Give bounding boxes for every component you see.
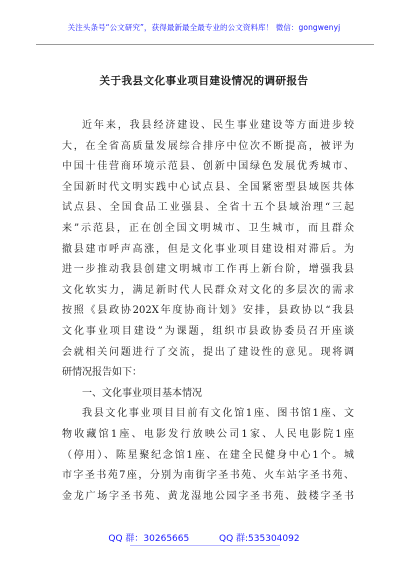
- footer-contact: [0, 531, 408, 544]
- paragraph-line: 撤县建市呼声高涨，但是文化事业项目建设相对滞后。为: [62, 243, 354, 255]
- paragraph-line: 中国十佳营商环境示范县、创新中国绿色发展优秀城市、: [62, 161, 354, 173]
- paragraph-line: 市字圣书苑7座，分别为南街字圣书苑、火车站字圣书苑、: [62, 470, 354, 482]
- paragraph-line: 文化事业项目建设”为课题，组织市县政协委员召开座谈: [62, 325, 354, 337]
- footer-qq-group-right: QQ 群:535304092: [218, 534, 300, 544]
- paragraph-line: 金龙广场字圣书苑、黄龙湿地公园字圣书苑、鼓楼字圣书: [62, 490, 354, 502]
- paragraph-line: 近年来，我县经济建设、民生事业建设等方面进步较: [82, 120, 354, 131]
- paragraph-line: 会就相关问题进行了交流，提出了建设性的意见。现将调: [62, 346, 354, 358]
- footer-qq-group-left: QQ 群：30265665: [108, 534, 190, 544]
- document-title: 关于我县文化事业项目建设情况的调研报告: [99, 75, 309, 87]
- paragraph-line: 按照《县政协202X年度协商计划》安排，县政协以“我县: [62, 305, 354, 317]
- footer-underline: [130, 545, 280, 546]
- header-banner: [0, 22, 408, 33]
- header-banner-text: 关注头条号“公文研究”，获得最新最全最专业的公文资料库！ 微信：gongwenyj: [67, 23, 341, 32]
- paragraph-line: （停用）、陈星聚纪念馆1座、在建全民健身中心1个。城: [62, 449, 354, 461]
- paragraph-line: 我县文化事业项目目前有文化馆1座、图书馆1座、文: [82, 408, 354, 420]
- paragraph-line: 来”示范县，正在创全国文明城市、卫生城市，而且群众: [62, 222, 354, 234]
- paragraph-line: 文化软实力，满足新时代人民群众对文化的多层次的需求: [62, 284, 354, 296]
- document-body: [62, 116, 354, 507]
- paragraph-line: 大，在全省高质量发展综合排序中位次不断提高，被评为: [62, 140, 354, 152]
- paragraph-line: 进一步推动我县创建文明城市工作再上新台阶，增强我县: [62, 264, 354, 276]
- paragraph-line: 物收藏馆1座、电影发行放映公司1家、人民电影院1座: [62, 428, 354, 440]
- paragraph-line: 试点县、全国食品工业强县、全省十五个县域治理“三起: [62, 202, 354, 214]
- paragraph-line: 研情况报告如下：: [62, 367, 142, 379]
- section-heading: 一、文化事业项目基本情况: [82, 387, 202, 399]
- paragraph-line: 全国新时代文明实践中心试点县、全国紧密型县域医共体: [62, 181, 354, 193]
- header-divider: [36, 44, 374, 45]
